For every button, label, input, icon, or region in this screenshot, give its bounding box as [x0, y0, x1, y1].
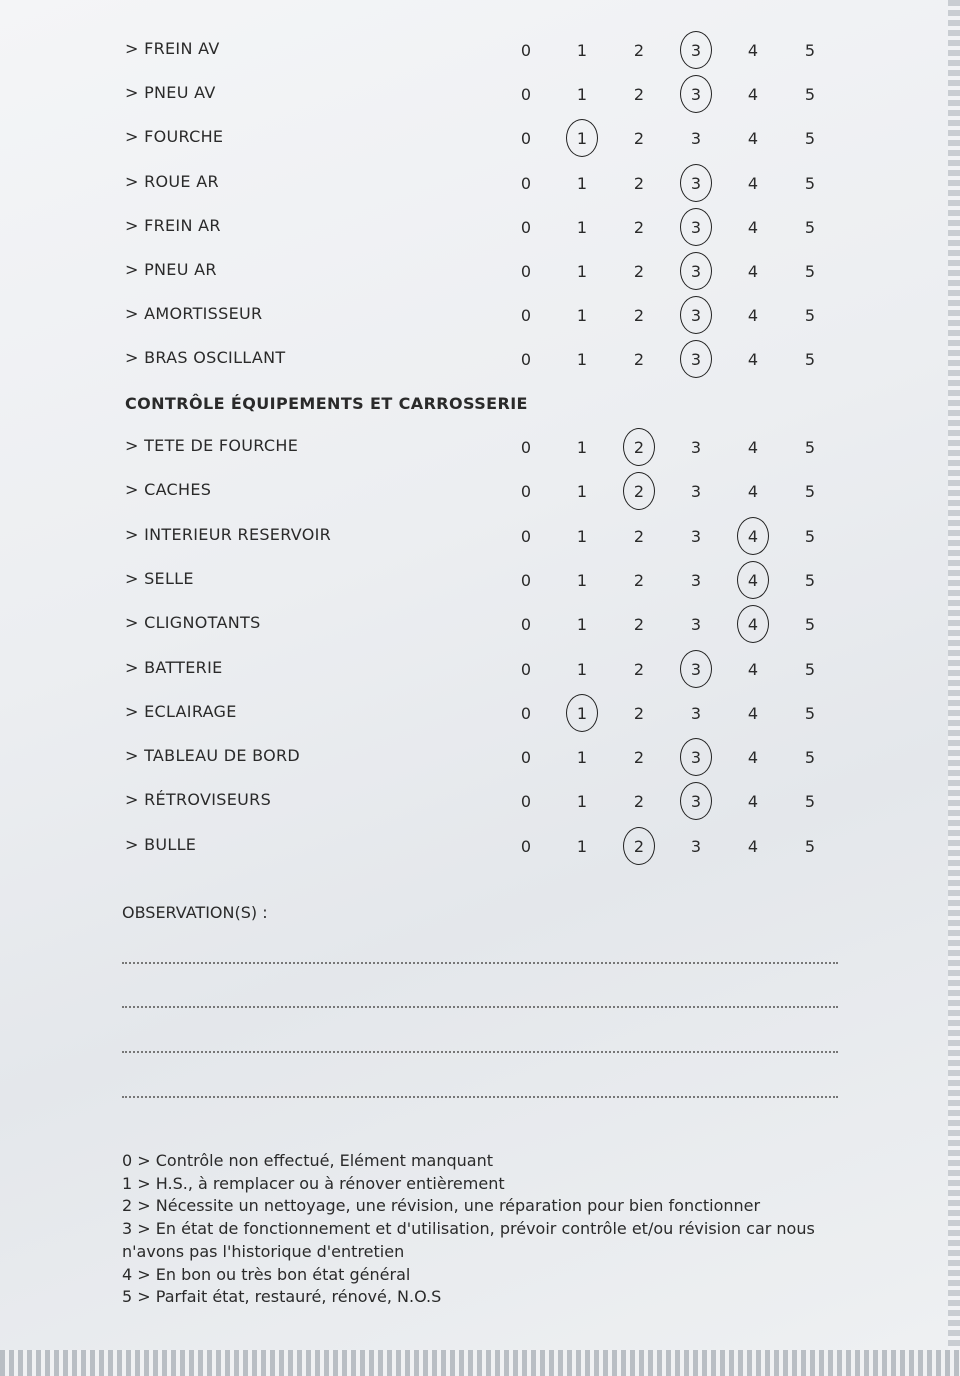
selected-circle-mark	[680, 208, 712, 246]
legend-item-4: 4 > En bon ou très bon état général	[122, 1264, 411, 1284]
score-value: 4	[747, 615, 759, 635]
score-value: 5	[804, 262, 816, 281]
score-option-3[interactable]	[681, 571, 711, 590]
score-option-4[interactable]	[738, 704, 768, 723]
score-option-1[interactable]	[567, 41, 597, 60]
score-option-4[interactable]	[738, 615, 768, 634]
score-option-5[interactable]	[795, 792, 825, 811]
score-option-4[interactable]	[738, 174, 768, 193]
score-option-1[interactable]	[567, 615, 597, 634]
row-label: > PNEU AV	[125, 83, 216, 103]
score-value: 1	[576, 173, 588, 193]
score-value: 5	[804, 173, 816, 193]
score-option-4[interactable]	[738, 41, 768, 60]
score-value: 1	[576, 438, 588, 457]
row-label: > BRAS OSCILLANT	[125, 348, 286, 368]
row-label: > FREIN AR	[125, 215, 221, 235]
rating-row	[0, 790, 948, 820]
score-value: 3	[690, 41, 702, 60]
score-option-2[interactable]	[624, 85, 654, 104]
score-value: 4	[747, 659, 759, 679]
score-option-3[interactable]	[681, 615, 711, 634]
score-value: 4	[747, 41, 759, 60]
score-value: 5	[804, 85, 816, 105]
score-option-5[interactable]	[795, 218, 825, 237]
score-option-4[interactable]	[738, 350, 768, 369]
score-value: 0	[520, 748, 532, 768]
score-value: 5	[804, 748, 816, 768]
score-value: 3	[690, 438, 702, 457]
score-option-2[interactable]	[624, 218, 654, 237]
score-value: 1	[576, 482, 588, 502]
observation-line-4[interactable]	[122, 1096, 838, 1098]
row-label: > FOURCHE	[125, 127, 224, 147]
selected-circle-mark	[680, 31, 712, 69]
score-option-2[interactable]	[624, 660, 654, 679]
score-value: 1	[576, 748, 588, 768]
row-label: > BATTERIE	[125, 657, 223, 677]
score-option-3[interactable]	[681, 837, 711, 856]
score-option-3[interactable]	[681, 482, 711, 501]
score-value: 0	[520, 306, 532, 326]
score-value: 2	[633, 703, 645, 723]
score-option-2[interactable]	[624, 174, 654, 193]
score-value: 3	[690, 85, 702, 105]
score-value: 4	[747, 703, 759, 723]
score-value: 2	[633, 41, 645, 60]
rating-row	[0, 480, 948, 510]
score-value: 0	[520, 659, 532, 679]
score-value: 3	[690, 526, 702, 546]
score-value: 5	[804, 438, 816, 457]
score-value: 4	[747, 482, 759, 502]
score-option-3[interactable]	[681, 660, 711, 679]
score-option-5[interactable]	[795, 660, 825, 679]
score-option-1[interactable]	[567, 527, 597, 546]
observations-label: OBSERVATION(S) :	[122, 903, 268, 922]
score-value: 5	[804, 306, 816, 326]
score-option-3[interactable]	[681, 792, 711, 811]
legend-item-0: 0 > Contrôle non effectué, Elément manquant	[122, 1151, 493, 1170]
score-value: 0	[520, 792, 532, 812]
score-option-3[interactable]	[681, 350, 711, 369]
score-value: 0	[520, 438, 532, 457]
score-option-2[interactable]	[624, 262, 654, 281]
selected-circle-mark	[623, 428, 655, 466]
score-value: 0	[520, 173, 532, 193]
rating-row	[0, 260, 948, 290]
row-label: > TETE DE FOURCHE	[125, 436, 299, 455]
legend-item-5: 5 > Parfait état, restauré, rénové, N.O.S	[122, 1287, 442, 1307]
score-option-0[interactable]	[511, 660, 541, 679]
legend-item-3: 3 > En état de fonctionnement et d'utilisation, prévoir contrôle et/ou révision car nous n'avons pas l'historique d'entretien	[122, 1219, 815, 1261]
score-option-1[interactable]	[567, 704, 597, 723]
score-option-2[interactable]	[624, 792, 654, 811]
score-option-5[interactable]	[795, 41, 825, 60]
score-option-0[interactable]	[511, 306, 541, 325]
score-value: 4	[747, 570, 759, 590]
score-value: 3	[690, 262, 702, 281]
selected-circle-mark	[737, 517, 769, 555]
selected-circle-mark	[680, 782, 712, 820]
selected-circle-mark	[680, 296, 712, 334]
score-value: 1	[576, 217, 588, 237]
rating-row	[0, 348, 948, 378]
score-option-1[interactable]	[567, 792, 597, 811]
score-value: 2	[633, 659, 645, 679]
score-option-4[interactable]	[738, 129, 768, 148]
rating-row	[0, 835, 948, 865]
row-label: > RÉTROVISEURS	[125, 790, 272, 810]
score-option-0[interactable]	[511, 41, 541, 60]
rating-row	[0, 39, 948, 69]
score-value: 1	[576, 836, 588, 856]
score-value: 0	[520, 217, 532, 237]
score-value: 2	[633, 792, 645, 812]
score-option-0[interactable]	[511, 85, 541, 104]
section-title: CONTRÔLE ÉQUIPEMENTS ET CARROSSERIE	[125, 394, 528, 413]
row-label: > SELLE	[125, 568, 194, 588]
score-value: 3	[690, 482, 702, 502]
selected-circle-mark	[680, 75, 712, 113]
score-value: 1	[576, 85, 588, 105]
score-value: 5	[804, 703, 816, 723]
score-option-2[interactable]	[624, 482, 654, 501]
score-value: 4	[747, 173, 759, 193]
score-option-5[interactable]	[795, 306, 825, 325]
score-option-3[interactable]	[681, 218, 711, 237]
score-value: 3	[690, 217, 702, 237]
score-value: 4	[747, 85, 759, 105]
observation-line-3[interactable]	[122, 1051, 838, 1053]
score-value: 5	[804, 217, 816, 237]
selected-circle-mark	[737, 605, 769, 643]
rating-row	[0, 304, 948, 334]
score-option-5[interactable]	[795, 837, 825, 856]
score-option-4[interactable]	[738, 438, 768, 457]
score-value: 2	[633, 350, 645, 370]
score-option-1[interactable]	[567, 218, 597, 237]
score-option-0[interactable]	[511, 571, 541, 590]
score-value: 1	[576, 350, 588, 370]
score-value: 3	[690, 703, 702, 723]
score-value: 2	[633, 526, 645, 546]
score-option-1[interactable]	[567, 306, 597, 325]
score-value: 2	[633, 262, 645, 281]
score-option-5[interactable]	[795, 704, 825, 723]
score-option-5[interactable]	[795, 85, 825, 104]
score-option-3[interactable]	[681, 306, 711, 325]
rating-row	[0, 83, 948, 113]
score-value: 1	[576, 615, 588, 635]
score-option-1[interactable]	[567, 571, 597, 590]
score-option-0[interactable]	[511, 438, 541, 457]
score-value: 1	[576, 306, 588, 326]
selected-circle-mark	[680, 164, 712, 202]
score-value: 0	[520, 615, 532, 635]
score-option-2[interactable]	[624, 615, 654, 634]
score-option-2[interactable]	[624, 571, 654, 590]
score-option-0[interactable]	[511, 792, 541, 811]
score-option-4[interactable]	[738, 792, 768, 811]
score-value: 4	[747, 129, 759, 149]
score-value: 1	[576, 792, 588, 812]
score-value: 5	[804, 129, 816, 149]
score-value: 0	[520, 350, 532, 370]
score-option-0[interactable]	[511, 350, 541, 369]
score-value: 5	[804, 350, 816, 370]
score-value: 2	[633, 173, 645, 193]
score-option-2[interactable]	[624, 41, 654, 60]
score-value: 2	[633, 129, 645, 149]
score-value: 3	[690, 659, 702, 679]
score-option-2[interactable]	[624, 306, 654, 325]
legend-item-2: 2 > Nécessite un nettoyage, une révision, une réparation pour bien fonctionner	[122, 1196, 761, 1216]
score-option-1[interactable]	[567, 174, 597, 193]
score-value: 1	[576, 659, 588, 679]
rating-row	[0, 613, 948, 643]
score-value: 1	[576, 703, 588, 723]
score-option-5[interactable]	[795, 350, 825, 369]
score-value: 1	[576, 41, 588, 60]
score-value: 3	[690, 570, 702, 590]
score-value: 3	[690, 615, 702, 635]
score-option-0[interactable]	[511, 615, 541, 634]
observation-line-1[interactable]	[122, 962, 838, 964]
sleeve-edge-bottom	[0, 1350, 960, 1376]
sleeve-edge-right	[948, 0, 960, 1376]
score-value: 5	[804, 482, 816, 502]
score-option-1[interactable]	[567, 438, 597, 457]
rating-row	[0, 127, 948, 157]
score-value: 2	[633, 306, 645, 326]
row-label: > AMORTISSEUR	[125, 304, 263, 324]
score-option-1[interactable]	[567, 85, 597, 104]
selected-circle-mark	[566, 694, 598, 732]
score-value: 2	[633, 836, 645, 856]
row-label: > INTERIEUR RESERVOIR	[125, 524, 332, 544]
score-value: 4	[747, 792, 759, 812]
score-option-5[interactable]	[795, 571, 825, 590]
score-option-3[interactable]	[681, 704, 711, 723]
score-value: 4	[747, 217, 759, 237]
rating-row	[0, 172, 948, 202]
rating-row	[0, 746, 948, 776]
score-value: 0	[520, 570, 532, 590]
score-option-4[interactable]	[738, 527, 768, 546]
score-option-5[interactable]	[795, 748, 825, 767]
score-value: 3	[690, 836, 702, 856]
score-value: 1	[576, 570, 588, 590]
score-option-1[interactable]	[567, 660, 597, 679]
score-option-2[interactable]	[624, 129, 654, 148]
row-label: > FREIN AV	[125, 39, 220, 58]
score-value: 3	[690, 350, 702, 370]
selected-circle-mark	[623, 827, 655, 865]
score-option-0[interactable]	[511, 482, 541, 501]
score-value: 5	[804, 41, 816, 60]
score-option-1[interactable]	[567, 837, 597, 856]
score-option-4[interactable]	[738, 306, 768, 325]
score-value: 2	[633, 482, 645, 502]
score-value: 4	[747, 262, 759, 281]
score-option-2[interactable]	[624, 350, 654, 369]
selected-circle-mark	[623, 472, 655, 510]
score-value: 4	[747, 748, 759, 768]
score-value: 0	[520, 836, 532, 856]
score-option-3[interactable]	[681, 129, 711, 148]
rating-legend	[122, 1150, 832, 1309]
selected-circle-mark	[680, 252, 712, 290]
score-option-3[interactable]	[681, 438, 711, 457]
score-option-0[interactable]	[511, 129, 541, 148]
score-option-2[interactable]	[624, 438, 654, 457]
score-value: 5	[804, 615, 816, 635]
score-option-2[interactable]	[624, 527, 654, 546]
selected-circle-mark	[680, 650, 712, 688]
selected-circle-mark	[737, 561, 769, 599]
score-option-3[interactable]	[681, 262, 711, 281]
score-option-0[interactable]	[511, 837, 541, 856]
score-option-3[interactable]	[681, 41, 711, 60]
score-option-1[interactable]	[567, 129, 597, 148]
score-option-0[interactable]	[511, 527, 541, 546]
score-value: 4	[747, 306, 759, 326]
score-value: 0	[520, 41, 532, 60]
score-option-0[interactable]	[511, 704, 541, 723]
score-value: 3	[690, 748, 702, 768]
score-value: 4	[747, 836, 759, 856]
score-option-4[interactable]	[738, 85, 768, 104]
score-value: 5	[804, 526, 816, 546]
score-option-4[interactable]	[738, 660, 768, 679]
score-option-4[interactable]	[738, 218, 768, 237]
score-option-5[interactable]	[795, 262, 825, 281]
score-option-5[interactable]	[795, 438, 825, 457]
score-value: 5	[804, 792, 816, 812]
legend-item-1: 1 > H.S., à remplacer ou à rénover entièrement	[122, 1173, 505, 1193]
score-option-4[interactable]	[738, 837, 768, 856]
score-option-5[interactable]	[795, 482, 825, 501]
score-value: 1	[576, 526, 588, 546]
row-label: > BULLE	[125, 834, 197, 854]
score-value: 0	[520, 703, 532, 723]
score-option-5[interactable]	[795, 129, 825, 148]
rating-row	[0, 436, 948, 466]
score-value: 1	[576, 262, 588, 281]
score-value: 5	[804, 659, 816, 679]
score-option-5[interactable]	[795, 174, 825, 193]
row-label: > ECLAIRAGE	[125, 701, 237, 721]
rating-row	[0, 216, 948, 246]
score-option-3[interactable]	[681, 748, 711, 767]
score-value: 3	[690, 129, 702, 149]
score-value: 2	[633, 217, 645, 237]
score-value: 4	[747, 350, 759, 370]
score-value: 3	[690, 306, 702, 326]
score-option-2[interactable]	[624, 748, 654, 767]
score-value: 2	[633, 438, 645, 457]
score-value: 5	[804, 570, 816, 590]
score-value: 5	[804, 836, 816, 856]
rating-row	[0, 569, 948, 599]
score-value: 2	[633, 85, 645, 105]
score-value: 0	[520, 129, 532, 149]
score-option-1[interactable]	[567, 748, 597, 767]
score-value: 0	[520, 482, 532, 502]
score-value: 4	[747, 526, 759, 546]
score-option-5[interactable]	[795, 527, 825, 546]
score-option-3[interactable]	[681, 174, 711, 193]
score-option-1[interactable]	[567, 262, 597, 281]
score-value: 3	[690, 792, 702, 812]
row-label: > CLIGNOTANTS	[125, 613, 261, 633]
score-value: 3	[690, 173, 702, 193]
score-option-5[interactable]	[795, 615, 825, 634]
rating-row	[0, 658, 948, 688]
score-option-1[interactable]	[567, 350, 597, 369]
observation-line-2[interactable]	[122, 1006, 838, 1008]
score-option-4[interactable]	[738, 482, 768, 501]
row-label: > CACHES	[125, 480, 212, 500]
score-value: 2	[633, 570, 645, 590]
row-label: > TABLEAU DE BORD	[125, 746, 301, 766]
score-option-4[interactable]	[738, 262, 768, 281]
score-option-3[interactable]	[681, 85, 711, 104]
score-option-3[interactable]	[681, 527, 711, 546]
rating-row	[0, 525, 948, 555]
score-value: 0	[520, 526, 532, 546]
score-option-4[interactable]	[738, 748, 768, 767]
score-option-2[interactable]	[624, 837, 654, 856]
score-option-0[interactable]	[511, 218, 541, 237]
score-option-0[interactable]	[511, 174, 541, 193]
score-option-2[interactable]	[624, 704, 654, 723]
score-value: 0	[520, 85, 532, 105]
rating-row	[0, 702, 948, 732]
selected-circle-mark	[680, 340, 712, 378]
row-label: > ROUE AR	[125, 171, 219, 191]
selected-circle-mark	[566, 119, 598, 157]
score-option-0[interactable]	[511, 262, 541, 281]
score-value: 4	[747, 438, 759, 457]
row-label: > PNEU AR	[125, 260, 217, 279]
score-option-0[interactable]	[511, 748, 541, 767]
score-value: 0	[520, 262, 532, 281]
score-option-4[interactable]	[738, 571, 768, 590]
score-option-1[interactable]	[567, 482, 597, 501]
selected-circle-mark	[680, 738, 712, 776]
score-value: 2	[633, 748, 645, 768]
score-value: 2	[633, 615, 645, 635]
score-value: 1	[576, 129, 588, 149]
